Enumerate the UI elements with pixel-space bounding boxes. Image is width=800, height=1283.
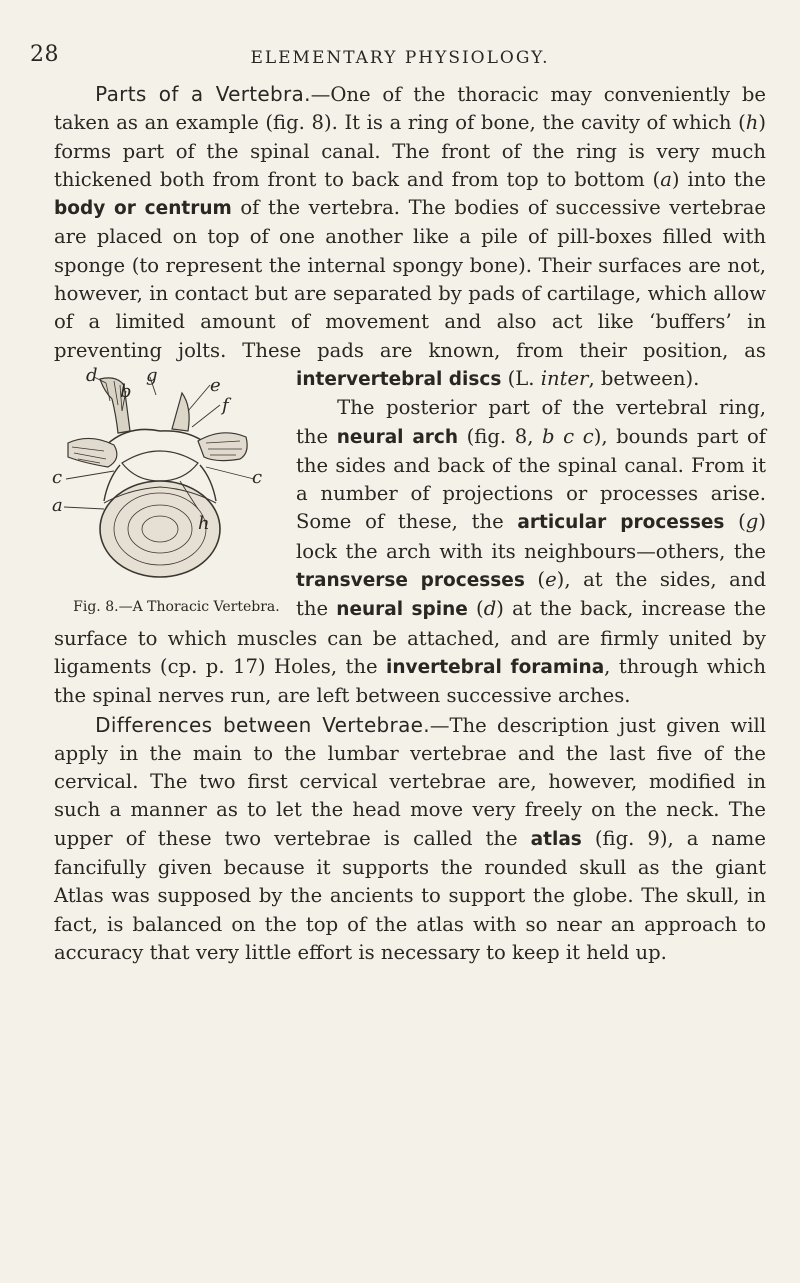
label-h: h	[198, 512, 210, 534]
paragraph-differences: Differences between Vertebrae.—The description just given will apply in the main to the lumbar vertebrae and the last five of the cervical. The two first cervical vertebrae are, however, modified in such a manner as to let the head move very freely on the neck. The upper of these two vertebrae is called the atlas (fig. 9), a name fancifully given because it supports the rounded skull as the giant Atlas was supposed by the ancients to support the globe. The skull, in fact, is balanced on the top of the atlas with so near an approach to accuracy that very little effort is necessary to keep it held up.	[54, 712, 766, 964]
page-number: 28	[30, 42, 59, 67]
figure-caption: Fig. 8.—A Thoracic Vertebra.	[73, 598, 280, 615]
term-body-or-centrum: body or centrum	[54, 198, 232, 220]
figure-thoracic-vertebra	[32, 364, 284, 621]
label-e: e	[210, 374, 221, 396]
label-a: a	[52, 494, 63, 516]
term-intervertebral-discs: intervertebral discs	[296, 368, 502, 390]
term-invertebral-foramina: invertebral foramina	[386, 656, 605, 678]
paragraph-parts-of-vertebra: Parts of a Vertebra.—One of the thoracic may conveniently be taken as an example (fig. 8). It is a ring of bone, the cavity of which (h) forms part of the spinal canal. The front of the ring is very much thickened both from front to back and from top to bottom (a) into the body or centrum of the vertebra. The bodies of successive vertebrae are placed on top of one another like a pile of pill-boxes filled with sponge (to represent the internal spongy bone). Their surfaces are not, however, in contact but are separated by pads of cartilage, which allow of a limited amount of movement and also act like ‘buffers’ in preventing jolts. These pads are known, from their position, as d g b e f c c a h Fig. 8.—A Thoracic Vertebra. intervertebral discs (L. inter, between).	[54, 80, 766, 394]
body-text	[54, 80, 766, 967]
section-heading-differences: Differences between Vertebrae.	[95, 712, 430, 737]
paragraph-neural-arch: The posterior part of the vertebral ring, the neural arch (fig. 8, b c c), bounds part of the sides and back of the spinal canal. From it a number of projections or processes arise. Some of these, the articular processes (g) lock the arch with its neighbours—others, the transverse processes (e), at the sides, and the neural spine (d) at the back, increase the surface to which muscles can be attached, and are firmly united by ligaments (cp. p. 17) Holes, the invertebral foramina, through which the spinal nerves run, are left between successive arches.	[54, 396, 767, 708]
label-f: f	[222, 394, 229, 416]
vertebra-illustration	[52, 364, 263, 581]
running-head: ELEMENTARY PHYSIOLOGY.	[250, 48, 550, 68]
label-b: b	[120, 380, 132, 402]
label-c-right: c	[252, 466, 263, 488]
term-neural-arch: neural arch	[336, 426, 459, 448]
label-c-left: c	[52, 466, 63, 488]
term-articular-processes: articular processes	[517, 512, 725, 534]
term-transverse-processes: transverse processes	[296, 570, 525, 592]
term-atlas: atlas	[530, 828, 582, 850]
label-d: d	[86, 364, 98, 386]
section-heading: Parts of a Vertebra.	[95, 82, 311, 106]
term-neural-spine: neural spine	[336, 599, 468, 621]
label-g: g	[146, 364, 158, 386]
